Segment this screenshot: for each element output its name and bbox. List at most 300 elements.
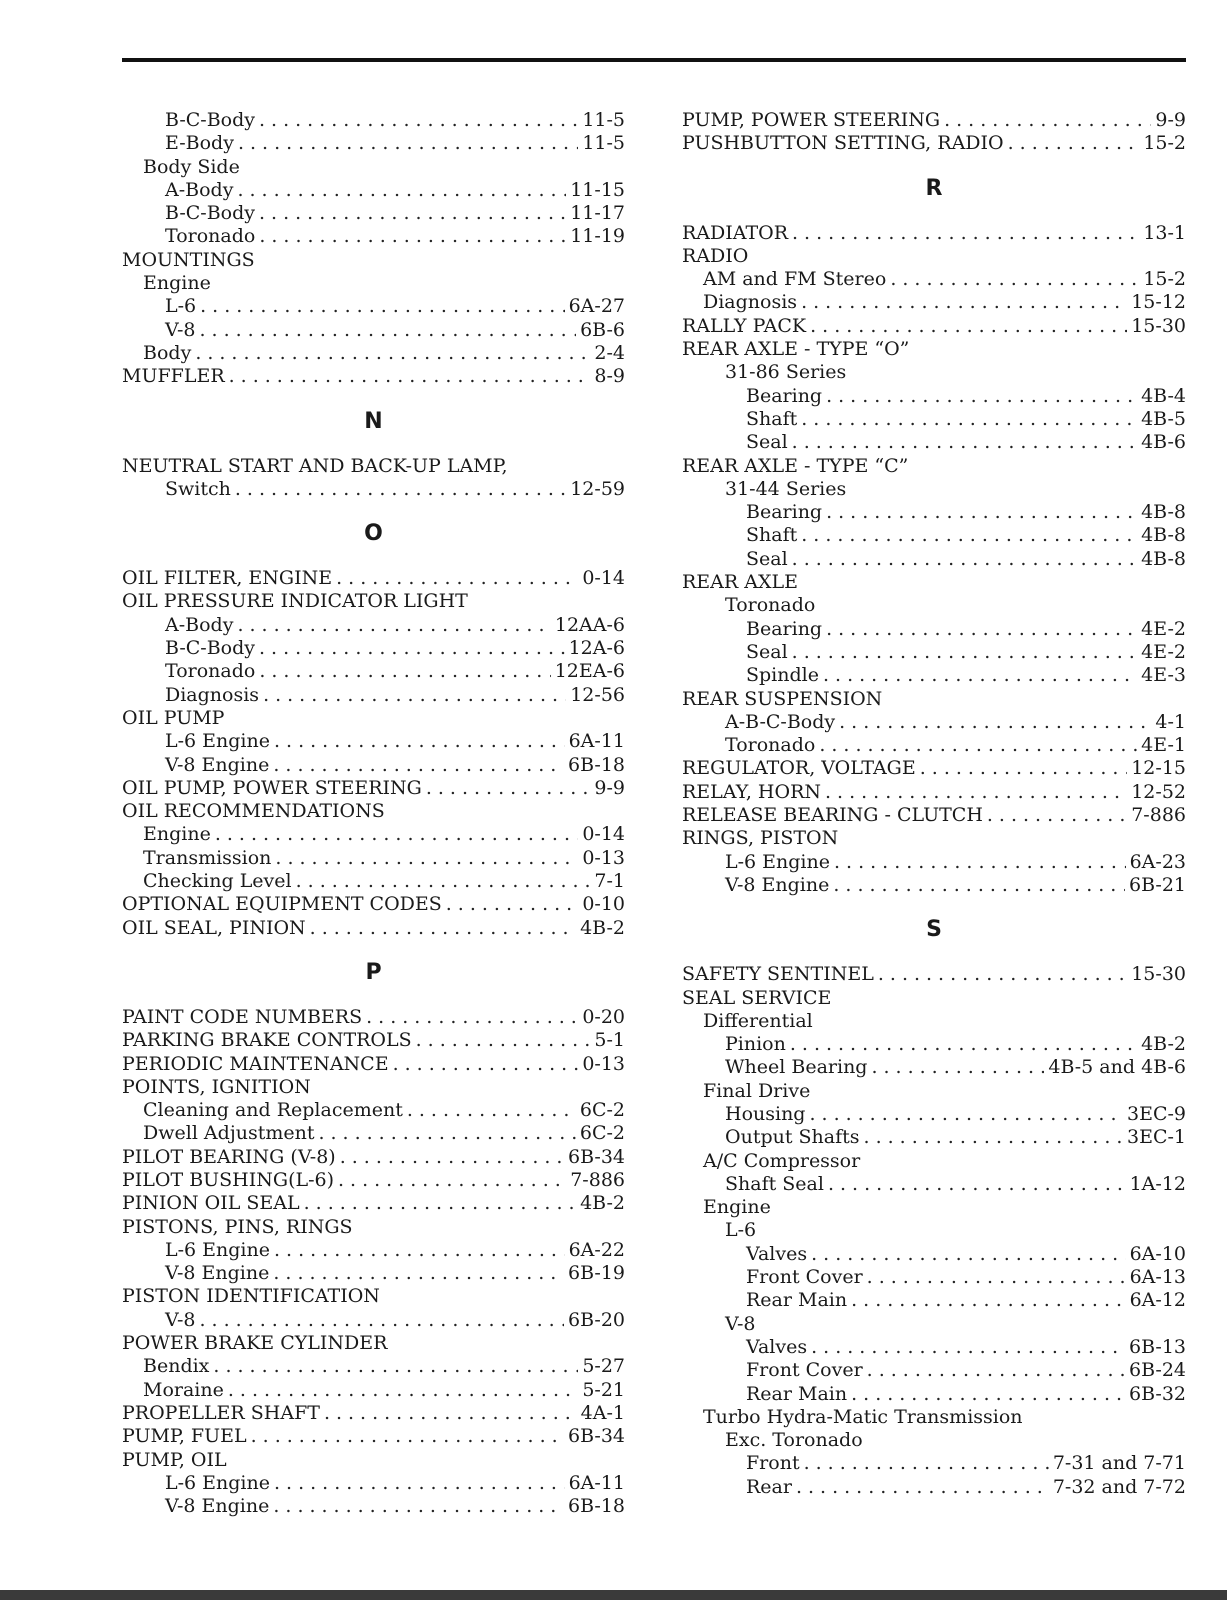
index-entry-label: Toronado <box>725 734 816 757</box>
index-entry <box>122 202 625 225</box>
index-entry <box>682 1173 1186 1196</box>
dot-leader <box>407 1099 576 1122</box>
index-entry <box>682 571 1186 594</box>
index-entry-page-ref: 15-2 <box>1143 132 1186 155</box>
dot-leader <box>273 1262 564 1285</box>
index-entry-label: Dwell Adjustment <box>143 1122 315 1145</box>
index-entry-label: Bearing <box>746 501 823 524</box>
index-entry-page-ref: 6A-11 <box>568 1471 625 1494</box>
index-entry <box>682 291 1186 314</box>
index-entry-page-ref: 6B-32 <box>1129 1382 1186 1405</box>
index-entry <box>122 1449 625 1472</box>
index-entry-page-ref: 0-13 <box>582 846 625 869</box>
index-entry <box>122 156 625 179</box>
index-entry-label: Housing <box>725 1102 806 1125</box>
index-entry <box>682 1150 1186 1173</box>
index-entry <box>682 478 1186 501</box>
index-entry <box>122 1402 625 1425</box>
index-entry-label: MOUNTINGS <box>122 248 255 271</box>
index-entry-label: L-6 Engine <box>165 1471 270 1494</box>
index-entry-page-ref: 0-20 <box>582 1005 625 1028</box>
index-entry-label: Engine <box>143 823 211 846</box>
index-entry <box>682 594 1186 617</box>
index-entry-label: Toronado <box>165 225 256 248</box>
index-entry-page-ref: 15-12 <box>1131 291 1186 314</box>
index-entry <box>122 1309 625 1332</box>
index-entry <box>682 987 1186 1010</box>
index-entry-page-ref: 5-1 <box>594 1029 625 1052</box>
index-entry-page-ref: 11-5 <box>582 132 625 155</box>
dot-leader <box>801 408 1137 431</box>
index-entry-label: REAR AXLE - TYPE “C” <box>682 454 909 477</box>
index-entry-label: OIL RECOMMENDATIONS <box>122 800 385 823</box>
dot-leader <box>259 225 566 248</box>
index-entry-label: SAFETY SENTINEL <box>682 963 874 986</box>
index-entry-label: RINGS, PISTON <box>682 827 839 850</box>
dot-leader <box>878 963 1127 986</box>
index-entry <box>682 268 1186 291</box>
index-entry <box>682 1452 1186 1475</box>
dot-leader <box>304 1192 576 1215</box>
index-entry-page-ref: 12A-6 <box>568 637 625 660</box>
dot-leader <box>811 1336 1125 1359</box>
index-entry-label: PUMP, FUEL <box>122 1425 247 1448</box>
index-entry-label: RADIATOR <box>682 221 789 244</box>
dot-leader <box>987 804 1127 827</box>
dot-leader <box>263 684 566 707</box>
dot-leader <box>393 1053 579 1076</box>
index-entry <box>682 664 1186 687</box>
dot-leader <box>811 1243 1125 1266</box>
index-entry-label: Rear <box>746 1475 792 1498</box>
section-letter-heading: S <box>926 917 942 943</box>
index-entry-label: Seal <box>746 640 788 663</box>
index-entry-label: REAR AXLE <box>682 571 798 594</box>
index-entry <box>682 827 1186 850</box>
dot-leader <box>864 1126 1123 1149</box>
index-entry <box>682 781 1186 804</box>
dot-leader <box>890 268 1139 291</box>
dot-leader <box>920 757 1127 780</box>
index-entry-page-ref: 5-21 <box>582 1378 625 1401</box>
index-entry-page-ref: 4B-8 <box>1141 524 1186 547</box>
index-entry <box>122 295 625 318</box>
index-entry <box>122 1099 625 1122</box>
index-entry-page-ref: 2-4 <box>594 341 625 364</box>
index-entry-page-ref: 6A-10 <box>1129 1242 1186 1265</box>
index-entry-label: B-C-Body <box>165 202 255 225</box>
index-entry-page-ref: 6A-27 <box>568 295 625 318</box>
index-entry-label: RALLY PACK <box>682 314 807 337</box>
dot-leader <box>229 365 591 388</box>
index-entry <box>122 637 625 660</box>
index-entry <box>682 524 1186 547</box>
index-entry <box>122 847 625 870</box>
dot-leader <box>213 1355 578 1378</box>
dot-leader <box>340 1146 564 1169</box>
dot-leader <box>801 291 1127 314</box>
index-entry-page-ref: 6A-12 <box>1129 1289 1186 1312</box>
index-entry-label: PARKING BRAKE CONTROLS <box>122 1029 412 1052</box>
index-entry-label: REAR SUSPENSION <box>682 687 883 710</box>
index-entry-label: L-6 <box>725 1219 757 1242</box>
index-entry <box>682 109 1186 132</box>
index-entry-label: Shaft <box>746 524 798 547</box>
index-entry <box>122 1053 625 1076</box>
index-entry <box>682 1476 1186 1499</box>
dot-leader <box>228 1379 578 1402</box>
index-entry-page-ref: 12-56 <box>570 683 625 706</box>
dot-leader <box>259 637 565 660</box>
index-entry-label: Pinion <box>725 1033 786 1056</box>
index-entry-label: Switch <box>165 477 231 500</box>
index-entry <box>682 1289 1186 1312</box>
index-entry-page-ref: 5-27 <box>582 1355 625 1378</box>
index-entry-label: Final Drive <box>703 1079 811 1102</box>
index-entry <box>682 757 1186 780</box>
index-entry-label: Cleaning and Replacement <box>143 1099 403 1122</box>
dot-leader <box>200 319 577 342</box>
index-entry <box>122 1029 625 1052</box>
dot-leader <box>237 614 550 637</box>
dot-leader <box>195 342 590 365</box>
index-entry <box>122 917 625 940</box>
index-entry <box>682 501 1186 524</box>
index-entry <box>122 1146 625 1169</box>
index-entry <box>122 1285 625 1308</box>
index-entry-page-ref: 8-9 <box>594 365 625 388</box>
index-entry <box>682 338 1186 361</box>
index-entry-label: A/C Compressor <box>703 1149 861 1172</box>
dot-leader <box>834 851 1126 874</box>
dot-leader <box>318 1122 575 1145</box>
index-entry <box>682 1266 1186 1289</box>
index-entry <box>122 893 625 916</box>
index-entry <box>122 225 625 248</box>
index-entry-label: V-8 <box>165 318 196 341</box>
index-entry-page-ref: 7-32 and 7-72 <box>1052 1475 1186 1498</box>
dot-leader <box>215 823 578 846</box>
index-entry <box>122 707 625 730</box>
index-entry <box>122 870 625 893</box>
index-entry-label: Spindle <box>746 664 819 687</box>
dot-leader <box>825 781 1127 804</box>
index-entry-page-ref: 12-59 <box>570 477 625 500</box>
dot-leader <box>801 524 1137 547</box>
index-entry-page-ref: 6A-23 <box>1129 850 1186 873</box>
index-entry-label: A-Body <box>165 613 234 636</box>
index-entry <box>682 1359 1186 1382</box>
index-entry-label: PINION OIL SEAL <box>122 1192 300 1215</box>
index-entry-label: 31-44 Series <box>725 477 847 500</box>
index-entry-label: A-Body <box>165 178 234 201</box>
index-entry <box>122 132 625 155</box>
index-entry <box>122 342 625 365</box>
index-entry-page-ref: 6B-24 <box>1129 1359 1186 1382</box>
index-entry-page-ref: 12AA-6 <box>554 613 625 636</box>
index-entry-label: Exc. Toronado <box>725 1429 863 1452</box>
index-entry-page-ref: 9-9 <box>1155 109 1186 131</box>
index-entry-page-ref: 0-14 <box>582 567 625 590</box>
index-entry <box>122 1169 625 1192</box>
dot-leader <box>810 315 1127 338</box>
index-entry-page-ref: 3EC-1 <box>1126 1126 1186 1149</box>
index-entry-label: 31-86 Series <box>725 361 847 384</box>
index-entry-label: Diagnosis <box>165 683 260 706</box>
dot-leader <box>273 1495 564 1518</box>
index-entry <box>682 1056 1186 1079</box>
index-entry <box>682 1103 1186 1126</box>
index-entry-page-ref: 0-13 <box>582 1052 625 1075</box>
index-entry <box>122 455 625 478</box>
index-entry-page-ref: 4B-5 <box>1141 407 1186 430</box>
index-entry-label: Shaft <box>746 407 798 430</box>
dot-leader <box>338 1169 566 1192</box>
index-entry <box>682 1336 1186 1359</box>
index-entry-label: OIL PUMP, POWER STEERING <box>122 776 422 799</box>
index-entry-label: OIL PUMP <box>122 706 225 729</box>
index-entry-page-ref: 15-30 <box>1131 314 1186 337</box>
index-entry-label: NEUTRAL START AND BACK-UP LAMP, <box>122 454 508 477</box>
index-entry <box>682 1033 1186 1056</box>
dot-leader <box>790 1033 1137 1056</box>
dot-leader <box>851 1289 1125 1312</box>
index-entry-label: Rear Main <box>746 1382 848 1405</box>
index-entry-label: Wheel Bearing <box>725 1056 868 1079</box>
index-entry-page-ref: 4B-4 <box>1141 384 1186 407</box>
index-entry-page-ref: 7-886 <box>1131 804 1186 827</box>
index-entry <box>122 109 625 132</box>
index-entry-label: Transmission <box>143 846 272 869</box>
index-entry <box>122 684 625 707</box>
index-entry-label: V-8 Engine <box>165 1495 270 1518</box>
index-entry-label: Rear Main <box>746 1289 848 1312</box>
index-entry <box>682 963 1186 986</box>
dot-leader <box>274 730 565 753</box>
index-entry-page-ref: 4B-5 and 4B-6 <box>1048 1056 1186 1079</box>
index-entry-label: L-6 Engine <box>165 730 270 753</box>
dot-leader <box>851 1383 1125 1406</box>
index-entry-page-ref: 11-15 <box>570 178 625 201</box>
dot-leader <box>251 1425 564 1448</box>
index-entry <box>682 734 1186 757</box>
dot-leader <box>823 664 1137 687</box>
dot-leader <box>274 1239 565 1262</box>
index-entry <box>122 1076 625 1099</box>
index-entry <box>682 688 1186 711</box>
index-entry-page-ref: 4A-1 <box>580 1401 625 1424</box>
index-entry-label: RELAY, HORN <box>682 780 821 803</box>
index-entry-page-ref: 11-5 <box>582 109 625 131</box>
index-entry-label: Body <box>143 341 192 364</box>
index-entry-label: Front Cover <box>746 1266 863 1289</box>
index-entry-page-ref: 9-9 <box>594 776 625 799</box>
dot-leader <box>792 641 1138 664</box>
index-entry-label: Checking Level <box>143 870 292 893</box>
index-column-right <box>682 109 1186 1499</box>
index-entry-page-ref: 6B-6 <box>580 318 625 341</box>
index-entry <box>122 1006 625 1029</box>
index-entry-page-ref: 6B-18 <box>568 753 625 776</box>
index-entry-page-ref: 3EC-9 <box>1126 1102 1186 1125</box>
index-entry-label: PISTONS, PINS, RINGS <box>122 1215 353 1238</box>
index-entry-page-ref: 4-1 <box>1155 710 1186 733</box>
index-entry-page-ref: 6B-34 <box>568 1145 625 1168</box>
index-entry-label: SEAL SERVICE <box>682 986 832 1009</box>
index-entry <box>682 1010 1186 1033</box>
index-entry-label: OIL FILTER, ENGINE <box>122 567 333 590</box>
dot-leader <box>792 222 1139 245</box>
index-entry-label: Diagnosis <box>703 291 798 314</box>
index-entry-label: OIL PRESSURE INDICATOR LIGHT <box>122 590 468 613</box>
section-letter-heading: R <box>925 175 943 201</box>
dot-leader <box>826 385 1137 408</box>
index-entry <box>122 1495 625 1518</box>
index-entry <box>682 851 1186 874</box>
index-entry <box>122 272 625 295</box>
index-entry-page-ref: 4E-1 <box>1141 734 1186 757</box>
index-entry-label: A-B-C-Body <box>725 710 836 733</box>
index-entry <box>122 478 625 501</box>
dot-leader <box>867 1359 1125 1382</box>
index-entry-label: RELEASE BEARING - CLUTCH <box>682 804 983 827</box>
dot-leader <box>259 660 550 683</box>
index-entry-label: PISTON IDENTIFICATION <box>122 1285 380 1308</box>
dot-leader <box>809 1103 1123 1126</box>
index-entry <box>122 660 625 683</box>
index-entry-label: B-C-Body <box>165 637 255 660</box>
dot-leader <box>238 132 578 155</box>
index-entry-label: POWER BRAKE CYLINDER <box>122 1332 388 1355</box>
index-entry-label: PERIODIC MAINTENANCE <box>122 1052 389 1075</box>
index-entry-label: AM and FM Stereo <box>703 268 887 291</box>
dot-leader <box>833 874 1125 897</box>
index-entry-label: L-6 Engine <box>165 1238 270 1261</box>
index-entry <box>122 823 625 846</box>
index-entry <box>682 618 1186 641</box>
index-entry <box>122 1239 625 1262</box>
dot-leader <box>944 109 1151 132</box>
dot-leader <box>826 618 1137 641</box>
index-entry <box>122 1216 625 1239</box>
index-entry-label: V-8 Engine <box>165 753 270 776</box>
dot-leader <box>819 734 1137 757</box>
dot-leader <box>867 1266 1126 1289</box>
index-entry-label: L-6 <box>165 295 197 318</box>
index-entry-page-ref: 4E-3 <box>1141 664 1186 687</box>
dot-leader <box>200 295 564 318</box>
dot-leader <box>792 431 1137 454</box>
index-entry-page-ref: 6B-21 <box>1129 873 1186 896</box>
index-entry-label: Moraine <box>143 1378 224 1401</box>
index-entry-page-ref: 12-15 <box>1131 757 1186 780</box>
index-entry-page-ref: 7-886 <box>570 1168 625 1191</box>
index-entry-page-ref: 6A-13 <box>1129 1266 1186 1289</box>
index-entry <box>122 590 625 613</box>
index-entry <box>682 385 1186 408</box>
dot-leader <box>826 501 1137 524</box>
index-entry-page-ref: 4E-2 <box>1141 640 1186 663</box>
index-entry-label: Front <box>746 1452 800 1475</box>
index-entry-label: PROPELLER SHAFT <box>122 1401 320 1424</box>
dot-leader <box>274 1472 565 1495</box>
index-entry-label: Output Shafts <box>725 1126 860 1149</box>
index-entry <box>682 245 1186 268</box>
index-entry <box>122 730 625 753</box>
index-entry-page-ref: 6B-18 <box>568 1495 625 1518</box>
index-entry-page-ref: 0-10 <box>582 893 625 916</box>
index-entry <box>122 800 625 823</box>
dot-leader <box>310 917 576 940</box>
dot-leader <box>828 1173 1126 1196</box>
index-entry-page-ref: 15-2 <box>1143 268 1186 291</box>
index-entry <box>682 1126 1186 1149</box>
index-entry <box>122 1332 625 1355</box>
index-entry-label: Differential <box>703 1009 813 1032</box>
index-entry <box>682 361 1186 384</box>
index-entry-label: V-8 Engine <box>165 1262 270 1285</box>
index-entry-page-ref: 4B-2 <box>580 1192 625 1215</box>
index-entry <box>122 319 625 342</box>
index-entry <box>682 874 1186 897</box>
dot-leader <box>273 754 564 777</box>
index-entry <box>122 365 625 388</box>
index-column-left <box>122 109 625 1518</box>
dot-leader <box>426 777 591 800</box>
index-entry-label: PILOT BUSHING(L-6) <box>122 1168 335 1191</box>
index-entry-page-ref: 6B-20 <box>568 1308 625 1331</box>
index-entry <box>682 408 1186 431</box>
index-entry <box>122 1425 625 1448</box>
index-entry <box>122 614 625 637</box>
section-letter-heading: P <box>365 959 382 985</box>
index-entry-page-ref: 6C-2 <box>579 1099 625 1122</box>
dot-leader <box>796 1476 1049 1499</box>
index-entry <box>682 548 1186 571</box>
dot-leader <box>259 109 578 132</box>
dot-leader <box>324 1402 577 1425</box>
index-entry <box>682 1080 1186 1103</box>
index-entry-label: PAINT CODE NUMBERS <box>122 1005 363 1028</box>
index-entry <box>682 222 1186 245</box>
index-entry-label: PUMP, OIL <box>122 1448 227 1471</box>
index-entry <box>122 1262 625 1285</box>
index-entry-label: V-8 <box>165 1308 196 1331</box>
section-letter-heading: O <box>364 521 383 547</box>
index-entry-label: OPTIONAL EQUIPMENT CODES <box>122 893 442 916</box>
index-entry-label: PUMP, POWER STEERING <box>682 109 941 131</box>
index-entry-label: PUSHBUTTON SETTING, RADIO <box>682 132 1004 155</box>
index-entry <box>122 179 625 202</box>
index-entry <box>122 1355 625 1378</box>
index-entry <box>682 711 1186 734</box>
index-entry <box>122 1192 625 1215</box>
index-entry-page-ref: 6C-2 <box>579 1122 625 1145</box>
index-entry-page-ref: 15-30 <box>1131 963 1186 986</box>
index-entry-label: MUFFLER <box>122 365 225 388</box>
index-entry-label: V-8 <box>725 1312 756 1335</box>
index-entry <box>682 1243 1186 1266</box>
index-entry-page-ref: 7-1 <box>594 870 625 893</box>
dot-leader <box>792 548 1137 571</box>
index-entry-label: OIL SEAL, PINION <box>122 916 306 939</box>
index-entry-label: Bendix <box>143 1355 210 1378</box>
index-entry <box>682 455 1186 478</box>
index-entry-page-ref: 1A-12 <box>1129 1172 1186 1195</box>
dot-leader <box>1008 132 1140 155</box>
index-entry-page-ref: 12-52 <box>1131 780 1186 803</box>
index-entry-label: L-6 Engine <box>725 850 830 873</box>
